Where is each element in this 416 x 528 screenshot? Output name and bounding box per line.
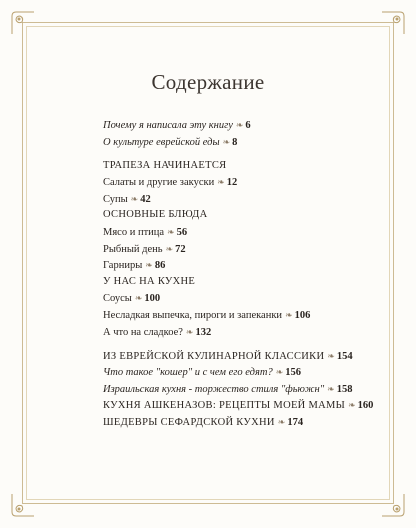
- toc-entry: [103, 291, 376, 305]
- toc-entry-title: КУХНЯ АШКЕНАЗОВ: РЕЦЕПТЫ МОЕЙ МАМЫ: [103, 400, 346, 412]
- toc-entry: [103, 135, 376, 149]
- toc-entry-title: Почему я написала эту книгу: [103, 120, 233, 131]
- toc-entry-title: Несладкая выпечка, пироги и запеканки: [103, 309, 283, 321]
- fleuron-icon: ❧: [327, 350, 335, 361]
- corner-ornament-icon: [380, 10, 406, 36]
- toc-entry-title: ИЗ ЕВРЕЙСКОЙ КУЛИНАРНОЙ КЛАССИКИ: [103, 350, 325, 362]
- toc-entry: [103, 175, 376, 189]
- toc-entry-title: ШЕДЕВРЫ СЕФАРДСКОЙ КУХНИ: [103, 416, 275, 428]
- toc-page-number: 174: [287, 416, 304, 428]
- fleuron-icon: ❧: [130, 193, 139, 204]
- toc-entry: [103, 365, 376, 379]
- toc-entry: [103, 159, 376, 173]
- toc-entry: [103, 308, 376, 322]
- toc-entry: [103, 192, 376, 206]
- fleuron-icon: ❧: [348, 400, 356, 411]
- toc-entry-title: Мясо и птица: [103, 226, 165, 238]
- toc-entry-title: О культуре еврейской еды: [103, 136, 220, 148]
- toc-page-number: 8: [232, 136, 238, 148]
- fleuron-icon: ❧: [145, 260, 153, 271]
- toc-entry-title: ОСНОВНЫЕ БЛЮДА: [103, 209, 208, 221]
- fleuron-icon: ❧: [285, 309, 293, 320]
- toc-page-number: 86: [154, 260, 166, 272]
- corner-ornament-icon: [10, 492, 36, 518]
- fleuron-icon: ❧: [277, 416, 286, 427]
- toc-page-number: 154: [336, 350, 353, 362]
- toc-entry-title: ТРАПЕЗА НАЧИНАЕТСЯ: [103, 159, 227, 171]
- toc-entry: [103, 208, 376, 222]
- toc-entry: [103, 275, 376, 289]
- corner-ornament-icon: [380, 492, 406, 518]
- toc-entry: [103, 225, 376, 239]
- toc-page-number: 160: [357, 400, 374, 412]
- fleuron-icon: ❧: [275, 367, 284, 378]
- toc-page-number: 106: [294, 309, 311, 321]
- toc-page-number: 100: [144, 293, 161, 305]
- toc-entry-title: Что такое "кошер" и с чем его едят?: [103, 367, 273, 379]
- toc-page-number: 6: [245, 120, 251, 131]
- toc-entry-title: Израильская кухня - торжество стиля "фьюжн": [103, 383, 325, 395]
- fleuron-icon: ❧: [167, 226, 175, 237]
- toc-entry-title: Соусы: [103, 293, 132, 305]
- toc-page-number: 158: [336, 383, 353, 395]
- page-title: Содержание: [151, 70, 265, 94]
- toc-entry: [103, 415, 376, 429]
- fleuron-icon: ❧: [134, 293, 143, 304]
- toc-entry-title: Гарниры: [103, 260, 143, 272]
- toc-page-number: 56: [176, 226, 188, 238]
- fleuron-icon: ❧: [185, 326, 194, 337]
- toc-page-number: 156: [285, 367, 301, 379]
- toc-entry-title: Салаты и другие закуски: [103, 177, 215, 189]
- toc-page-number: 12: [226, 177, 238, 189]
- toc-entry: [103, 258, 376, 272]
- toc-entry-title: У НАС НА КУХНЕ: [103, 275, 196, 287]
- fleuron-icon: ❧: [222, 136, 231, 147]
- toc-entry: [103, 325, 376, 339]
- toc-entry: [103, 242, 376, 256]
- toc-entry-title: Рыбный день: [103, 243, 163, 255]
- toc-entry: [103, 349, 376, 363]
- toc-entry: [103, 398, 376, 412]
- corner-ornament-icon: [10, 10, 36, 36]
- fleuron-icon: ❧: [217, 177, 225, 188]
- toc-entry-title: Супы: [103, 193, 128, 205]
- fleuron-icon: ❧: [235, 120, 244, 130]
- toc-entry: [103, 382, 376, 396]
- toc-page-number: 132: [195, 326, 212, 338]
- toc-page-number: 72: [175, 243, 186, 255]
- toc-page-number: 42: [140, 193, 151, 205]
- table-of-contents: [103, 118, 376, 429]
- toc-entry: [103, 118, 376, 132]
- fleuron-icon: ❧: [327, 383, 335, 394]
- toc-entry-title: А что на сладкое?: [103, 326, 183, 338]
- fleuron-icon: ❧: [165, 243, 174, 254]
